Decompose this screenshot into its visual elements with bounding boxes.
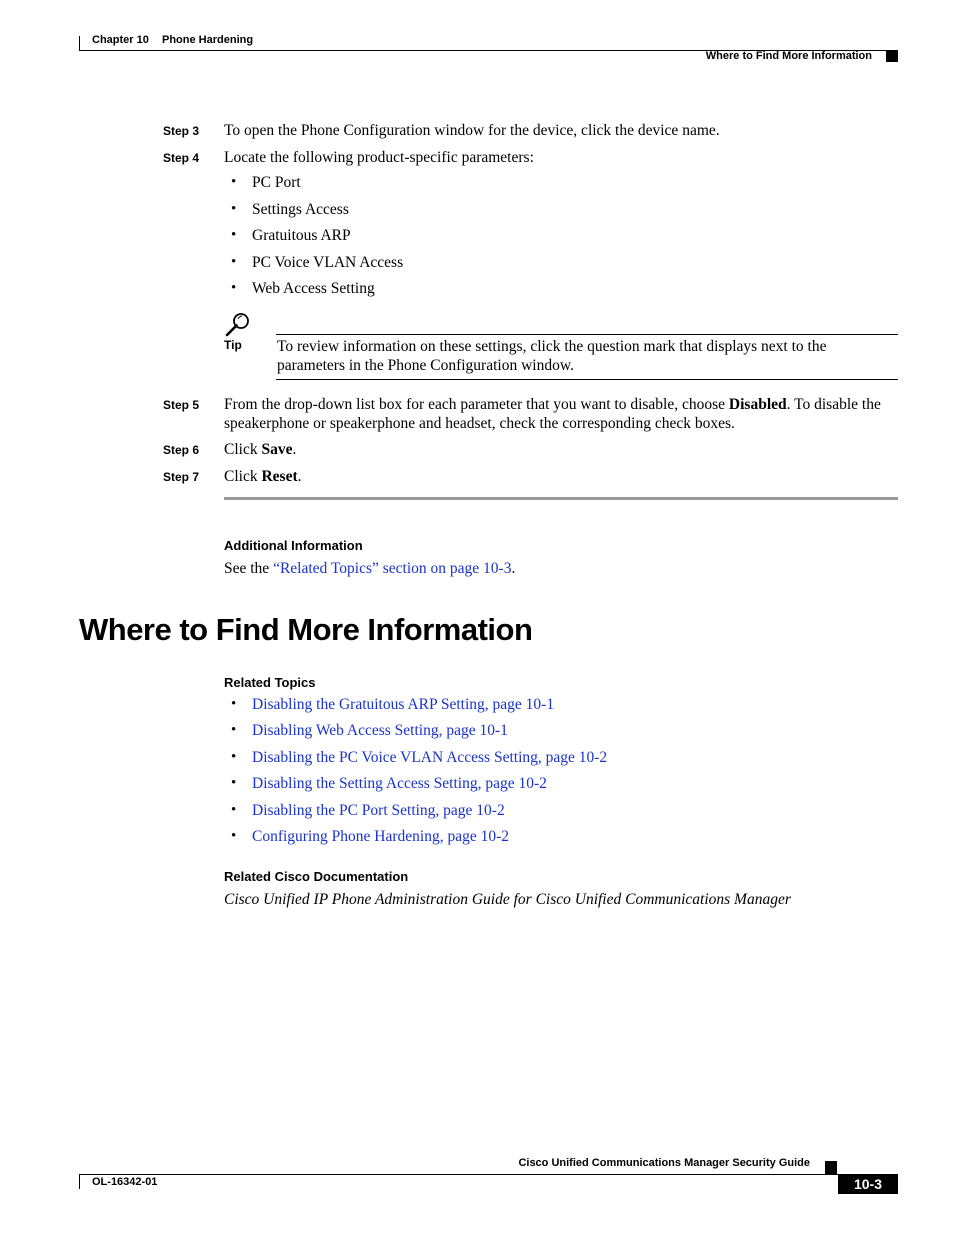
step-bold-term: Reset [261,468,298,485]
bullet: • [231,227,237,243]
step-text-part: Click [224,441,262,458]
step-text-part: From the drop-down list box for each parameter that you want to disable, choose [224,396,729,413]
header-block [886,51,898,62]
step-text [224,467,898,486]
tip-label: Tip [224,338,242,352]
related-topics-heading: Related Topics [224,675,316,690]
text-part: See the [224,560,274,577]
bullet: • [231,696,237,712]
topic-link[interactable]: Disabling Web Access Setting, page 10-1 [252,722,508,739]
step-text: Locate the following product-specific parameters: [224,149,534,166]
step-text [224,395,898,433]
list-item: Web Access Setting [252,280,375,297]
step-text-part: . To disable the speakerphone or speakerphone and headset, check the corresponding check boxes. [224,396,881,432]
related-topics-link[interactable]: “Related Topics” section on page 10-3 [273,560,512,577]
header-left-bar [79,36,80,51]
step-label: Step 4 [163,151,200,165]
topic-link[interactable]: Disabling the PC Port Setting, page 10-2 [252,802,505,819]
footer-doc-number: OL-16342-01 [92,1176,158,1188]
bullet: • [231,802,237,818]
header-chapter-title: Phone Hardening [162,34,254,46]
related-doc-title: Cisco Unified IP Phone Administration Guide for Cisco Unified Communications Manager [224,891,791,908]
header-chapter: Chapter 10 [92,34,149,46]
list-item: Gratuitous ARP [252,227,351,244]
topic-link[interactable]: Disabling the Setting Access Setting, page 10-2 [252,775,547,792]
footer-rule [79,1174,898,1175]
bullet: • [231,722,237,738]
footer-block [825,1161,837,1174]
bullet: • [231,201,237,217]
step-text-part: Click [224,468,262,485]
list-item: Settings Access [252,201,349,218]
footer-left-bar [79,1174,80,1189]
header-section-title: Where to Find More Information [705,50,872,62]
step-label: Step 7 [163,470,200,484]
related-docs-heading: Related Cisco Documentation [224,869,409,884]
tip-rule-bottom [276,379,898,380]
step-text-part: . [292,441,297,458]
footer-page-number: 10-3 [838,1175,898,1194]
list-item: PC Port [252,174,301,191]
bullet: • [231,280,237,296]
step-text [224,440,898,459]
additional-info-text [224,559,898,578]
magnifier-icon [224,311,252,337]
text-part: . [511,560,516,577]
tip-rule-top [276,334,898,335]
footer-guide-title: Cisco Unified Communications Manager Security Guide [518,1157,810,1169]
bullet: • [231,828,237,844]
topic-link[interactable]: Disabling the PC Voice VLAN Access Setting, page 10-2 [252,749,608,766]
step-bold-term: Save [261,441,293,458]
bullet: • [231,775,237,791]
bullet: • [231,254,237,270]
step-label: Step 6 [163,443,200,457]
step-bold-term: Disabled [728,396,787,413]
tip-text: To review information on these settings, click the question mark that displays next to the parameters in the Phone Configuration window. [277,338,827,374]
topic-link[interactable]: Configuring Phone Hardening, page 10-2 [252,828,509,845]
bullet: • [231,174,237,190]
topic-link[interactable]: Disabling the Gratuitous ARP Setting, page 10-1 [252,696,555,713]
bullet: • [231,749,237,765]
step-label: Step 3 [163,124,200,138]
step-text: To open the Phone Configuration window for the device, click the device name. [224,122,720,139]
section-title: Where to Find More Information [79,612,533,647]
procedure-end-rule [224,497,898,500]
step-label: Step 5 [163,398,200,412]
step-text-part: . [297,468,302,485]
list-item: PC Voice VLAN Access [252,254,404,271]
additional-info-heading: Additional Information [224,538,363,553]
